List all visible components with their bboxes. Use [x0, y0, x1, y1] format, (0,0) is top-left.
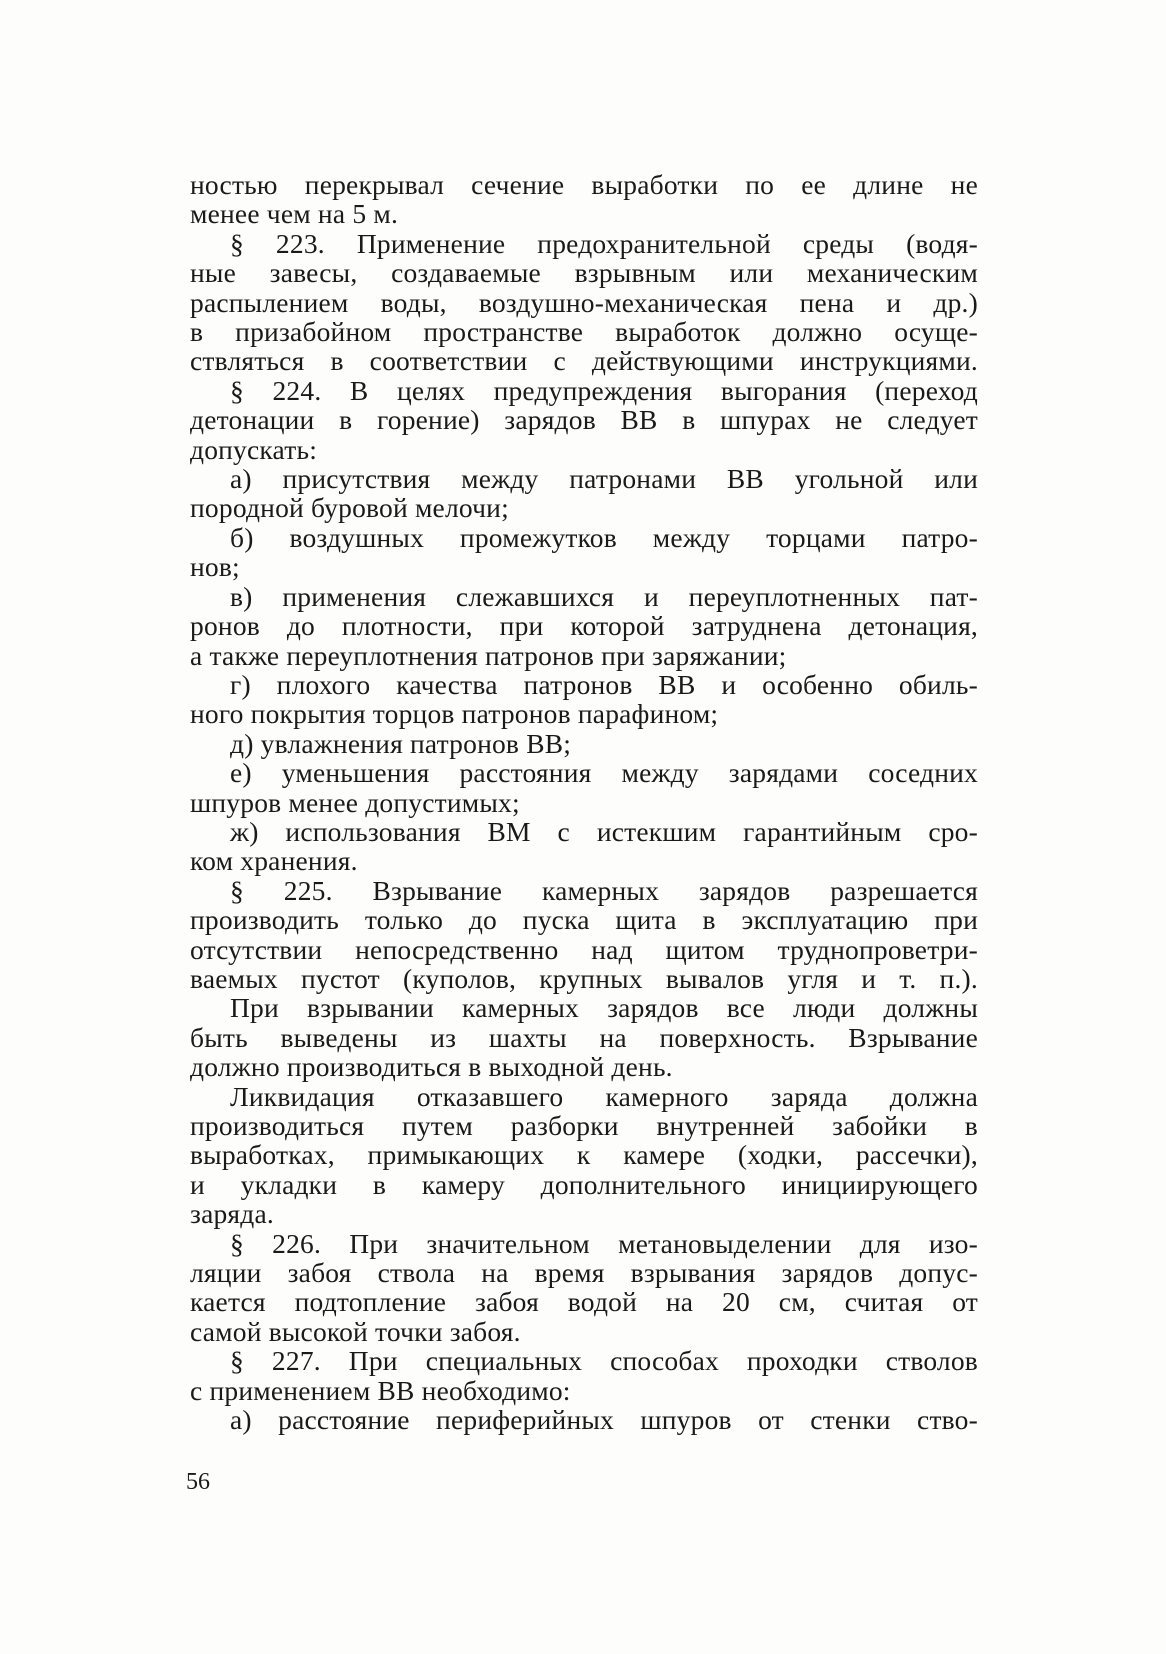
text-line: допускать: [190, 433, 318, 465]
text-line: ностью перекрывал сечение выработки по ее длине не [190, 169, 978, 200]
text-line: ные завесы, создаваемые взрывным или механическим [190, 257, 978, 289]
text-line: быть выведены из шахты на поверхность. Взрывание [190, 1021, 978, 1053]
text-line: ком хранения. [190, 845, 358, 877]
text-line: заряда. [190, 1198, 274, 1230]
text-line: Ликвидация отказавшего камерного заряда должна [230, 1080, 978, 1112]
text-line: распылением воды, воздушно-механическая пена и др.) [190, 286, 978, 318]
text-line: § 226. При значительном метановыделении для изо- [230, 1227, 978, 1259]
text-line: При взрывании камерных зарядов все люди должны [230, 992, 978, 1024]
text-line: детонации в горение) зарядов ВВ в шпурах не следует [190, 404, 978, 436]
text-line: ж) использования ВМ с истекшим гарантийным сро- [230, 815, 978, 847]
text-line: а также переуплотнения патронов при заряжании; [190, 639, 787, 671]
text-line: § 225. Взрывание камерных зарядов разрешается [230, 874, 978, 906]
text-line: в) применения слежавшихся и переуплотненных пат- [230, 580, 978, 612]
text-line: отсутствии непосредственно над щитом труднопроветри- [190, 933, 978, 965]
text-line: § 223. Применение предохранительной среды (водя- [230, 227, 978, 259]
text-line: ного покрытия торцов патронов парафином; [190, 698, 719, 730]
text-line: менее чем на 5 м. [190, 198, 399, 230]
text-line: ронов до плотности, при которой затруднена детонация, [190, 610, 978, 642]
text-line: е) уменьшения расстояния между зарядами соседних [230, 757, 978, 789]
text-line: в призабойном пространстве выработок должно осуще- [190, 316, 978, 348]
text-line: производиться путем разборки внутренней забойки в [190, 1110, 978, 1141]
page-number: 56 [186, 1469, 210, 1495]
text-line: с применением ВВ необходимо: [190, 1374, 571, 1406]
text-line: выработках, примыкающих к камере (ходки, рассечки), [190, 1139, 978, 1171]
text-line: ляции забоя ствола на время взрывания зарядов допус- [190, 1257, 978, 1289]
text-line: должно производиться в выходной день. [190, 1051, 673, 1083]
text-line: шпуров менее допустимых; [190, 786, 520, 818]
text-line: породной буровой мелочи; [190, 492, 509, 524]
text-line: § 224. В целях предупреждения выгорания (переход [230, 374, 978, 406]
text-line: а) расстояние периферийных шпуров от стенки ство- [230, 1404, 978, 1436]
text-line: производить только до пуска щита в эксплуатацию при [190, 904, 978, 936]
text-line: § 227. При специальных способах проходки стволов [230, 1345, 978, 1377]
page-body [190, 170, 978, 1434]
text-line: а) присутствия между патронами ВВ угольной или [230, 463, 978, 495]
text-line: и укладки в камеру дополнительного инициирующего [190, 1168, 978, 1200]
text-line: д) увлажнения патронов ВВ; [230, 727, 572, 759]
text-line: ваемых пустот (куполов, крупных вывалов угля и т. п.). [190, 962, 978, 994]
text-line: кается подтопление забоя водой на 20 см, считая от [190, 1286, 978, 1318]
text-line: нов; [190, 551, 240, 583]
text-line: ствляться в соответствии с действующими инструкциями. [190, 345, 978, 377]
text-line: б) воздушных промежутков между торцами патро- [230, 521, 978, 553]
text-line: г) плохого качества патронов ВВ и особенно обиль- [230, 668, 978, 700]
text-line: самой высокой точки забоя. [190, 1315, 521, 1347]
